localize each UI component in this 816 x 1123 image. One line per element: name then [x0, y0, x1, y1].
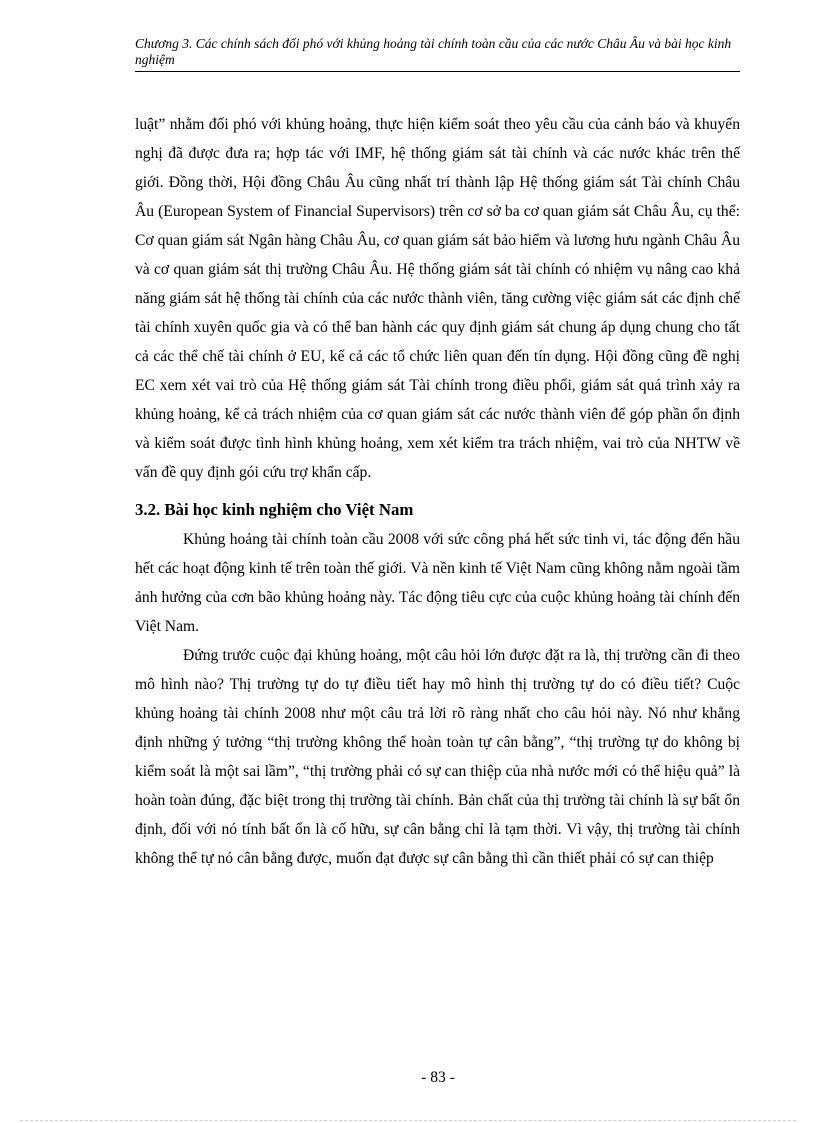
page-number: - 83 -: [421, 1069, 455, 1086]
body-paragraph-3: Đứng trước cuộc đại khủng hoảng, một câu hỏi lớn được đặt ra là, thị trường cần đi theo mô hình nào? Thị trường tự do tự điều tiết hay mô hình thị trường tự do có điều tiết? Cuộc khủng hoảng tài chính 2008 như một câu trả lời rõ ràng nhất cho câu hỏi này. Nó như khẳng định những ý tưởng “thị trường không thể hoàn toàn tự cân bằng”, “thị trường tự do không bị kiểm soát là một sai lầm”, “thị trường phải có sự can thiệp của nhà nước mới có thể hiệu quả” là hoàn toàn đúng, đặc biệt trong thị trường tài chính. Bản chất của thị trường tài chính là sự bất ổn định, đối với nó tính bất ổn là cố hữu, sự cân bằng chỉ là tạm thời. Vì vậy, thị trường tài chính không thể tự nó cân bằng được, muốn đạt được sự cân bằng thì cần thiết phải có sự can thiệp: [135, 647, 740, 867]
section-heading: 3.2. Bài học kinh nghiệm cho Việt Nam: [135, 500, 414, 519]
running-header: Chương 3. Các chính sách đối phó với khủng hoảng tài chính toàn cầu của các nước Châu Âu và bài học kinh nghiệm: [135, 36, 740, 72]
page-bottom-divider: [20, 1120, 796, 1121]
page-body: [135, 110, 740, 873]
body-paragraph-1: luật” nhằm đối phó với khủng hoảng, thực hiện kiểm soát theo yêu cầu của cảnh báo và khuyến nghị đã được đưa ra; hợp tác với IMF, hệ thống giám sát tài chính và các nước khác trên thế giới. Đồng thời, Hội đồng Châu Âu cũng nhất trí thành lập Hệ thống giám sát Tài chính Châu Âu (European System of Financial Supervisors) trên cơ sở ba cơ quan giám sát Châu Âu, cụ thể: Cơ quan giám sát Ngân hàng Châu Âu, cơ quan giám sát bảo hiểm và lương hưu ngành Châu Âu và cơ quan giám sát thị trường Châu Âu. Hệ thống giám sát tài chính có nhiệm vụ nâng cao khả năng giám sát hệ thống tài chính của các nước thành viên, tăng cường việc giám sát các định chế tài chính xuyên quốc gia và có thể ban hành các quy định giám sát chung áp dụng chung cho tất cả các thể chế tài chính ở EU, kể cả các tổ chức liên quan đến tín dụng. Hội đồng cũng đề nghị EC xem xét vai trò của Hệ thống giám sát Tài chính trong điều phối, giám sát quá trình xảy ra khủng hoảng, kể cả trách nhiệm của cơ quan giám sát các nước thành viên để góp phần ổn định và kiểm soát được tình hình khủng hoảng, xem xét kiểm tra trách nhiệm, vai trò của NHTW về vấn đề quy định gói cứu trợ khẩn cấp.: [135, 116, 740, 481]
body-paragraph-2: Khủng hoảng tài chính toàn cầu 2008 với sức công phá hết sức tinh vi, tác động đến hầu hết các hoạt động kinh tế trên toàn thế giới. Và nền kinh tế Việt Nam cũng không nằm ngoài tầm ảnh hưởng của cơn bão khủng hoảng này. Tác động tiêu cực của cuộc khủng hoảng tài chính đến Việt Nam.: [135, 531, 740, 635]
